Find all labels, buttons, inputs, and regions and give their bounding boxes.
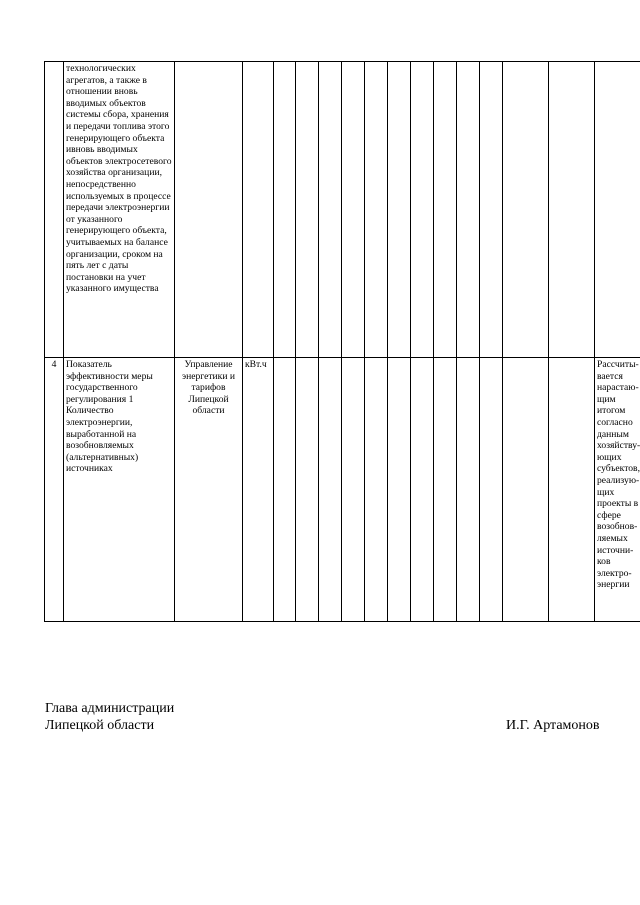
value-cell [296,358,319,622]
responsible-body: Управление энергетики и тарифов Липецкой области [175,358,243,622]
value-cell [480,62,503,358]
note-cell [595,62,640,358]
value-cell [434,358,457,622]
indicator-name: технологических агрегатов, а также в отношении вновь вводимых объектов системы сбора, хранения и передачи топлива этого генерирующего объекта ивновь вводимых объектов электросетевого хозяйства организации, непосредственно используемых в процессе передачи электроэнергии от указанного генерирующего объекта, учитываемых на балансе организации, сроком на пять лет с даты постановки на учет указанного имущества [64,62,175,358]
value-cell [434,62,457,358]
row-number [45,62,64,358]
indicator-name: Показатель эффективности меры государственного регулирования 1 Количество электроэнергии, выработанной на возобновляемых (альтернативных) источниках [64,358,175,622]
value-cell [274,358,296,622]
value-cell [503,62,549,358]
signature-position-line2: Липецкой области [45,718,155,733]
value-cell [549,62,595,358]
row-number: 4 [45,358,64,622]
value-cell [549,358,595,622]
value-cell [503,358,549,622]
value-cell [274,62,296,358]
value-cell [365,358,388,622]
value-cell [342,358,365,622]
value-cell [319,358,342,622]
value-cell [411,62,434,358]
signature-name: И.Г. Артамонов [506,718,600,733]
value-cell [388,62,411,358]
value-cell [457,358,480,622]
unit-cell: кВт.ч [243,358,274,622]
value-cell [411,358,434,622]
value-cell [319,62,342,358]
table-row [45,358,640,622]
value-cell [342,62,365,358]
value-cell [457,62,480,358]
unit-cell [243,62,274,358]
responsible-body [175,62,243,358]
indicators-table [44,61,640,622]
signature-position-line1: Глава администрации [45,701,175,716]
value-cell [388,358,411,622]
value-cell [480,358,503,622]
value-cell [365,62,388,358]
table-row [45,62,640,358]
value-cell [296,62,319,358]
note-cell: Рассчиты-вается нарастаю-щим итогом согласно данным хозяйству-ющих субъектов, реализую-щих проекты в сфере возобнов-ляемых источни-ков электро-энергии [595,358,640,622]
